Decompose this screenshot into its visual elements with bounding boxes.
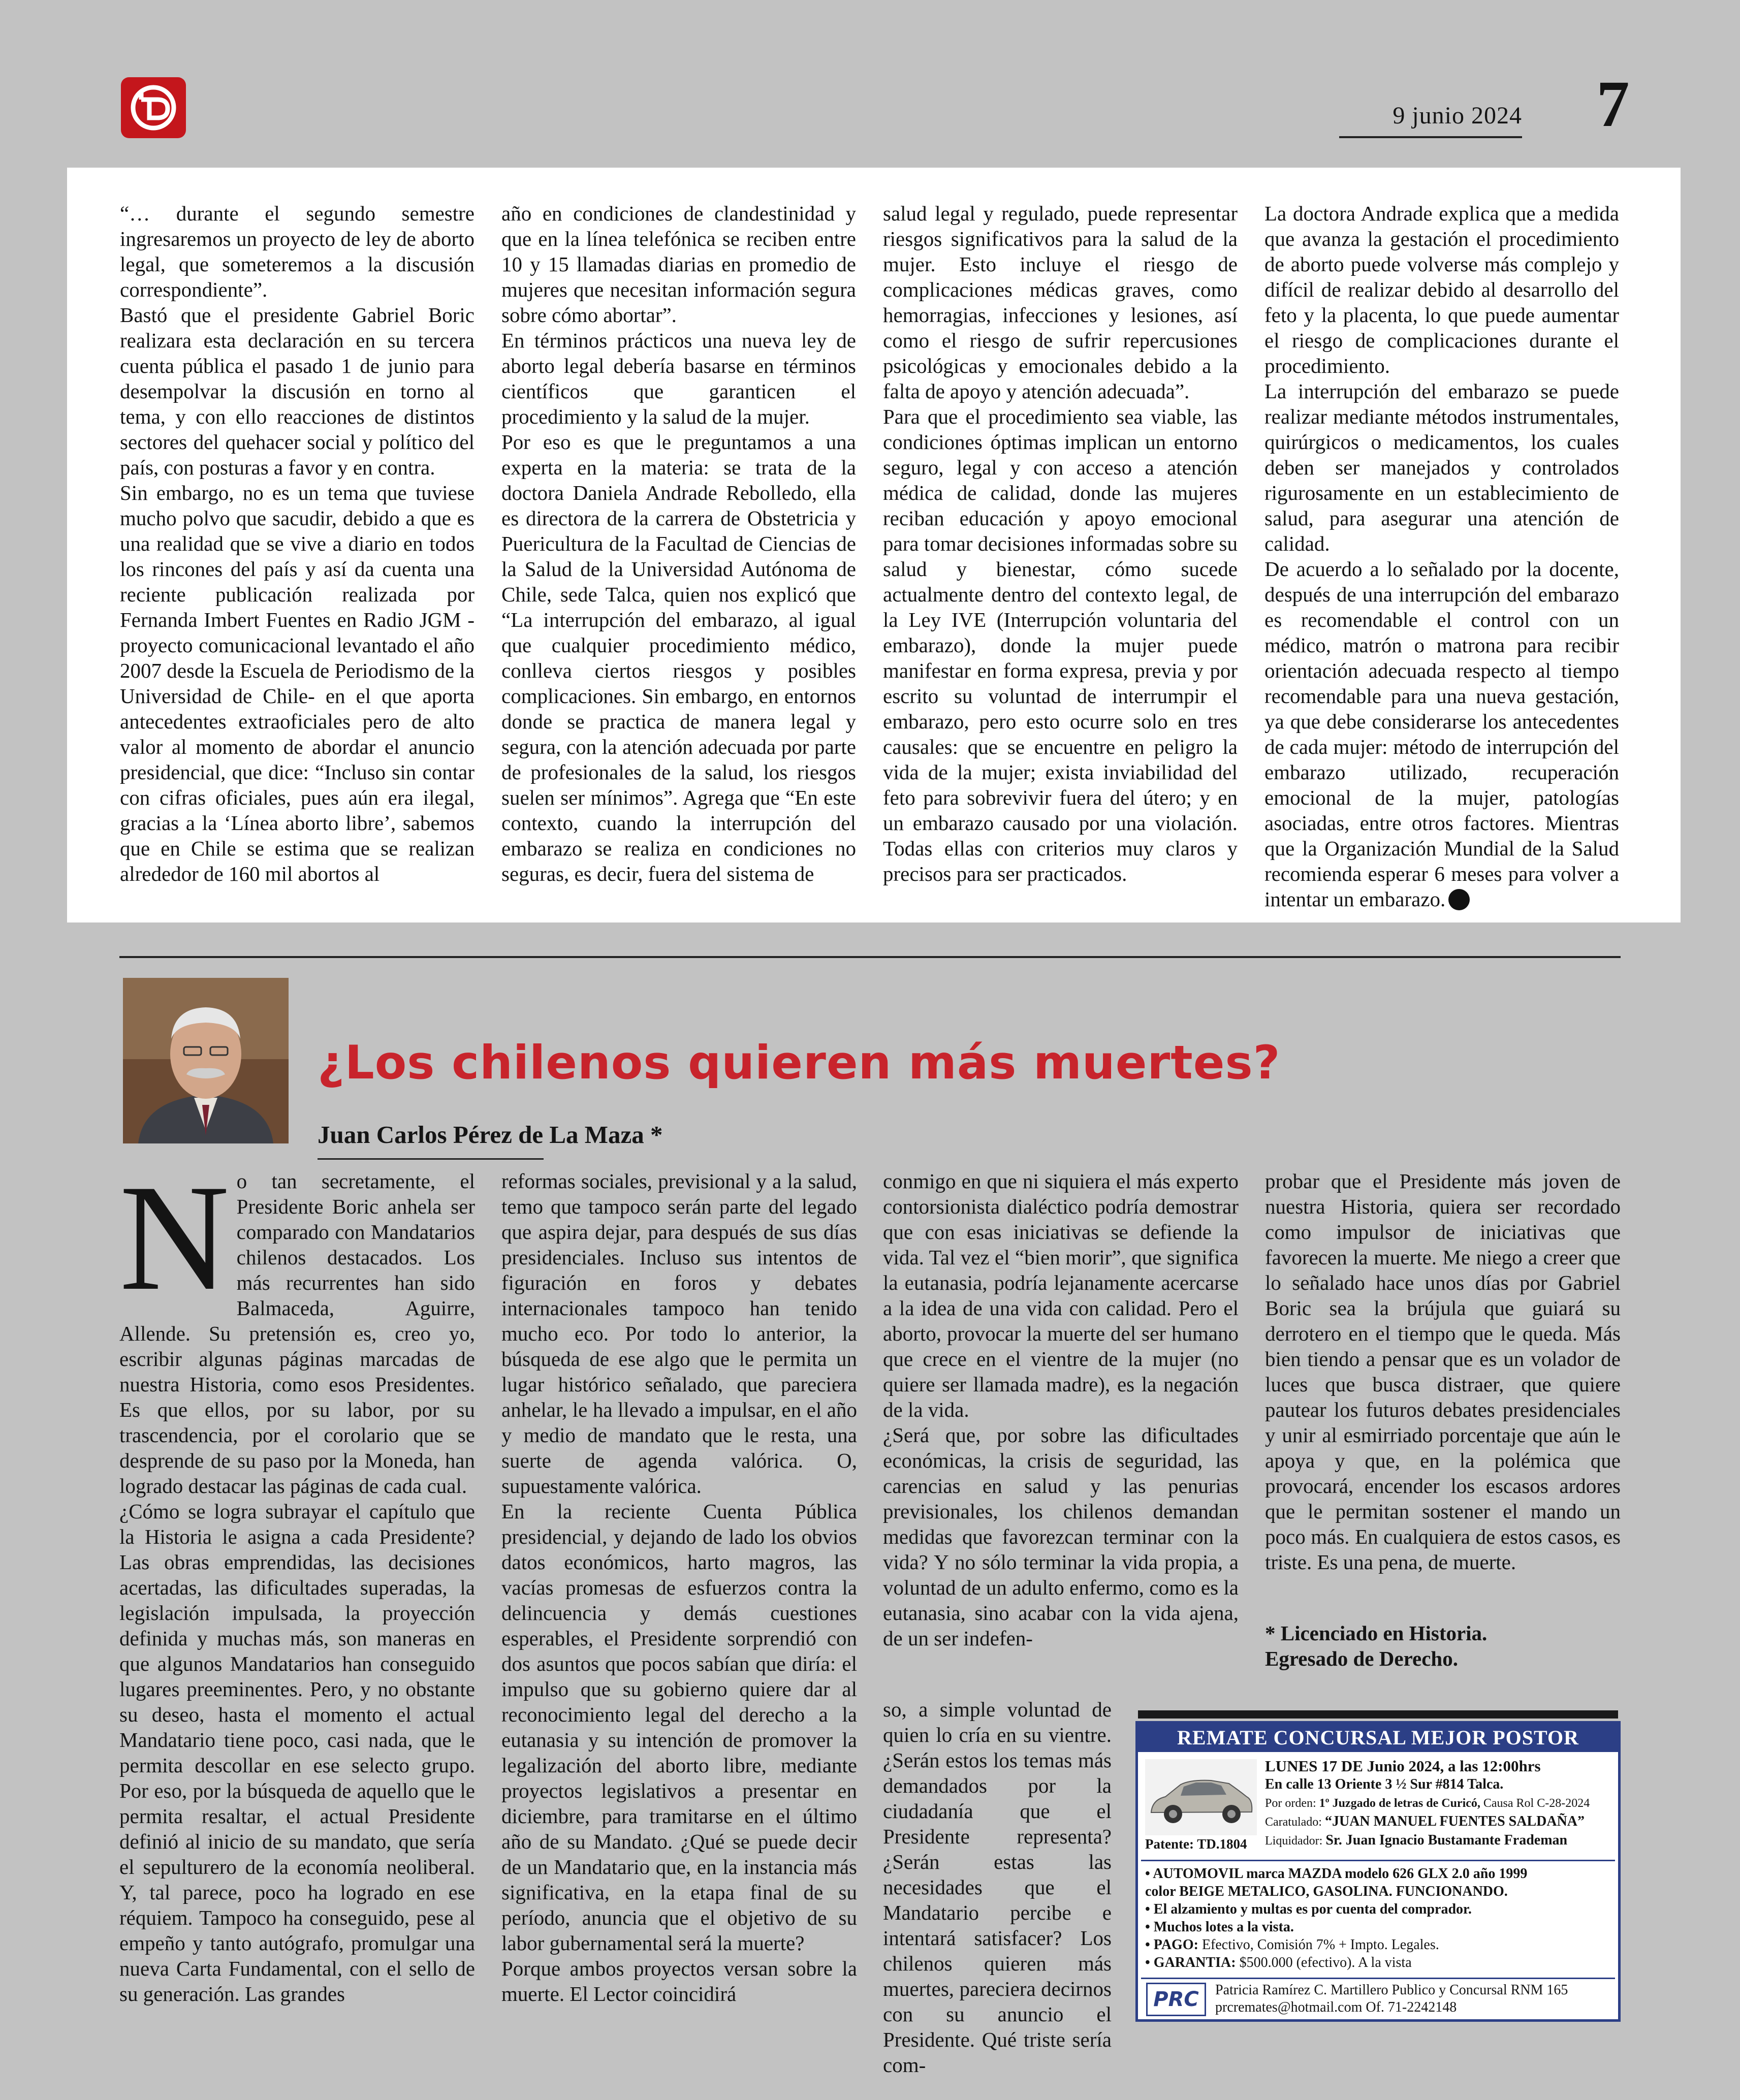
paragraph: Bastó que el presidente Gabriel Boric realizara esta declaración en su tercera cuenta pública el pasado 1 de junio para desempolvar la discusión en torno al tema, y con ello reacciones de distintos sectores del quehacer social y político del país, con posturas a favor y en contra. [120, 303, 474, 479]
newspaper-logo-icon [121, 77, 186, 138]
paragraph: Para que el procedimiento sea viable, las condiciones óptimas implican un entorno seguro, legal y con acceso a atención médica de calidad, donde las mujeres reciban educación y apoyo emocional para tomar decisiones informadas sobre su salud y bienestar, cómo sucede actualmente dentro del contexto legal, de la Ley IVE (Interrupción voluntaria del embarazo), donde la mujer puede manifestar en forma expresa, previa y por escrito su voluntad de interrumpir el embarazo, pero esto ocurre solo en tres causales: que se encuentre en peligro la vida de la mujer; exista inviabilidad del feto para sobrevivir fuera del útero; y en un embarazo causado por una violación. Todas ellas con criterios muy claros y precisos para ser practicados. [883, 405, 1238, 885]
footnote-line: * Licenciado en Historia. [1265, 1621, 1488, 1645]
ad-license-plate: Patente: TD.1804 [1145, 1836, 1247, 1852]
author-footnote [1265, 1620, 1621, 1671]
ad-bullet-value: $500.000 (efectivo). A la vista [1239, 1955, 1412, 1970]
paragraph-text: De acuerdo a lo señalado por la docente, después de una interrupción del embarazo es recomendable el control con un médico, matrón o matrona para recibir orientación adecuada respecto al tiempo recomendable para una nueva gestación, ya que debe considerarse los antecedentes de cada mujer: método de interrupción del embarazo utilizado, recuperación emocional de la mujer, patologías asociadas, entre otros factores. Mientras que la Organización Mundial de la Salud recomienda esperar 6 meses para volver a intentar un embarazo. [1264, 557, 1619, 911]
paragraph: La doctora Andrade explica que a medida que avanza la gestación el procedimiento de aborto puede volverse más complejo y difícil de realizar debido al desarrollo del feto y la placenta, lo que puede aumentar el riesgo de complicaciones durante el procedimiento. [1264, 202, 1619, 377]
ad-top-bar [1138, 1710, 1618, 1719]
ad-bullet: • Muchos lotes a la vista. [1145, 1919, 1294, 1935]
ad-liquidador-line [1265, 1831, 1616, 1850]
opinion-author-byline: Juan Carlos Pérez de La Maza * [318, 1121, 663, 1149]
top-article-column-2 [501, 201, 856, 917]
opinion-headline: ¿Los chilenos quieren más muertes? [318, 1036, 1281, 1090]
auction-classified-ad [1135, 1721, 1621, 2022]
opinion-column-4 [1265, 1168, 1621, 1626]
opinion-column-1 [119, 1153, 475, 2027]
prc-logo-icon: PRC [1146, 1983, 1206, 2016]
ad-divider [1141, 1860, 1615, 1861]
ad-contact-line: prcremates@hotmail.com Of. 71-2242148 [1215, 1999, 1457, 2015]
paragraph: Por eso es que le preguntamos a una experta en la materia: se trata de la doctora Daniela Andrade Rebolledo, ella es directora de la carrera de Obstetricia y Puericultura de la Facultad de Ciencias de la Salud de la Universidad Autónoma de Chile, sede Talca, quien nos explicó que “La interrupción del embarazo, al igual que cualquier procedimiento médico, conlleva ciertos riesgos y posibles complicaciones. Sin embargo, en entornos donde se practica de manera legal y segura, con la atención adecuada por parte de profesionales de la salud, los riesgos suelen ser mínimos”. Agrega que “En este contexto, cuando la interrupción del embarazo se realiza en condiciones no seguras, es decir, fuera del sistema de [501, 430, 856, 885]
ad-bullet-cont: color BEIGE METALICO, GASOLINA. FUNCIONANDO. [1145, 1884, 1508, 1899]
opinion-column-2 [501, 1168, 857, 2027]
paragraph: “… durante el segundo semestre ingresaremos un proyecto de ley de aborto legal, que someteremos a la discusión correspondiente”. [120, 202, 474, 301]
ad-order-value: 1º Juzgado de letras de Curicó, [1319, 1797, 1483, 1810]
ad-auction-details [1265, 1757, 1616, 1850]
ad-order-label: Por orden: [1265, 1797, 1319, 1810]
drop-cap: N [119, 1153, 230, 1322]
car-photo [1145, 1759, 1257, 1835]
top-article-column-4 [1264, 201, 1619, 917]
paragraph: La interrupción del embarazo se puede realizar mediante métodos instrumentales, quirúrgicos o medicamentos, los cuales deben ser manejados y controlados rigurosamente en un establecimiento de salud, para asegurar una atención de calidad. [1264, 379, 1619, 555]
paragraph: año en condiciones de clandestinidad y que en la línea telefónica se reciben entre 10 y 15 llamadas diarias en promedio de mujeres que necesitan información segura sobre cómo abortar”. [501, 202, 856, 327]
ad-bullet-label: • GARANTIA: [1145, 1955, 1240, 1970]
ad-bullet-label: • PAGO: [1145, 1937, 1202, 1953]
paragraph-final [1264, 556, 1619, 912]
ad-caratulado-line [1265, 1812, 1616, 1831]
ad-title: REMATE CONCURSAL MEJOR POSTOR [1138, 1724, 1618, 1752]
paragraph: ¿Será que, por sobre las dificultades económicas, la crisis de seguridad, las carencias en salud y las penurias previsionales, los chilenos demandan medidas que favorezcan terminar con la vida? Y no sólo terminar la vida propia, a voluntad de un adulto enfermo, como es la eutanasia, sino acabar con la vida ajena, de un ser indefen- [883, 1423, 1239, 1650]
ad-rol: Causa Rol C-28-2024 [1483, 1797, 1590, 1810]
author-photo [123, 978, 289, 1143]
ad-contact [1215, 1982, 1617, 2016]
ad-bullet: • El alzamiento y multas es por cuenta del comprador. [1145, 1901, 1472, 1917]
ad-date-line: LUNES 17 DE Junio 2024, a las 12:00hrs [1265, 1757, 1541, 1775]
date-underline [1339, 136, 1522, 138]
paragraph: Sin embargo, no es un tema que tuviese mucho polvo que sacudir, debido a que es una realidad que se vive a diario en todos los rincones del país y así da cuenta una reciente publicación realizada por Fernanda Imbert Fuentes en Radio JGM -proyecto comunicacional levantado el año 2007 desde la Escuela de Periodismo de la Universidad de Chile- en el que aporta antecedentes extraoficiales pero de alto valor al momento de abordar el anuncio presidencial, que dice: “Incluso sin contar con cifras oficiales, pues aún era ilegal, gracias a la ‘Línea aborto libre’, sabemos que en Chile se estima que se realizan alrededor de 160 mil abortos al [120, 481, 474, 885]
ad-address-line: En calle 13 Oriente 3 ½ Sur #814 Talca. [1265, 1776, 1504, 1792]
paragraph: probar que el Presidente más joven de nuestra Historia, quiera ser recordado como impulsor de iniciativas que favorecen la muerte. Me niego a creer que lo señalado hace unos días por Gabriel Boric sea la brújula que guiará su derrotero en el tiempo que le queda. Más bien tiendo a pensar que es un volador de luces que busca distraer, que quiere pautear los futuros debates presidenciales y unir al esmirriado porcentaje que aún le apoya y que, en la polémica que provocará, encender los escasos ardores que le permitan sostener el mando un poco más. En cualquiera de estos casos, es triste. Es una pena, de muerte. [1265, 1169, 1621, 1574]
footnote-line: Egresado de Derecho. [1265, 1647, 1458, 1670]
paragraph: Porque ambos proyectos versan sobre la muerte. El Lector coincidirá [501, 1957, 857, 2006]
paragraph: conmigo en que ni siquiera el más experto contorsionista dialéctico podría demostrar que con esas iniciativas se defiende la vida. Tal vez el “bien morir”, que significa la eutanasia, podría lejanamente acercarse a la idea de una vida con calidad. Pero el aborto, provocar la muerte del ser humano que crece en el vientre de la mujer (no quiere ser llamada madre), es la negación de la vida. [883, 1169, 1239, 1421]
ad-contact-line: Patricia Ramírez C. Martillero Publico y Concursal RNM 165 [1215, 1982, 1568, 1998]
paragraph: En términos prácticos una nueva ley de aborto legal debería basarse en términos científicos que garanticen el procedimiento y la salud de la mujer. [501, 329, 856, 428]
paragraph: reformas sociales, previsional y a la salud, temo que tampoco serán parte del legado que aspira dejar, para después de sus días presidenciales. Incluso sus intentos de figuración en foros y debates internacionales tampoco han tenido mucho eco. Por todo lo anterior, la búsqueda de ese algo que le permita un lugar histórico señalado, que pareciera anhelar, le ha llevado a impulsar, en el año y medio de mandato que le resta, una suerte de agenda valórica. O, supuestamente valórica. [501, 1169, 857, 1498]
ad-bullet [1145, 1954, 1612, 1971]
paragraph-text: o tan secretamente, el Presidente Boric anhela ser comparado con Mandatarios chilenos destacados. Los más recurrentes han sido Balmaceda, Aguirre, Allende. Su pretensión es, creo yo, escribir algunas páginas marcadas de nuestra Historia, como esos Presidentes. Es que ellos, por su labor, por su trascendencia, por el corolario que se desprende de su paso por la Moneda, han logrado destacar las páginas de cada cual. [119, 1169, 475, 1498]
ad-caratulado-value: “JUAN MANUEL FUENTES SALDAÑA” [1324, 1813, 1585, 1829]
ad-order-line [1265, 1794, 1616, 1812]
ad-divider [1141, 1978, 1615, 1979]
ad-bullet-value: Efectivo, Comisión 7% + Impto. Legales. [1201, 1937, 1439, 1953]
byline-underline [318, 1158, 544, 1160]
ad-bullet-list [1145, 1865, 1612, 1971]
end-of-article-icon [1448, 889, 1470, 910]
top-article-column-3 [883, 201, 1238, 917]
paragraph: so, a simple voluntad de quien lo cría en su vientre. ¿Serán estos los temas más demandados por la ciudadanía que el Presidente representa? ¿Serán estas las necesidades que el Mandatario percibe e intentará satisfacer? Los chilenos quieren más muertes, pareciera decirnos con su anuncio el Presidente. Qué triste sería com- [883, 1698, 1112, 2077]
top-article-panel [67, 168, 1681, 922]
paragraph: ¿Cómo se logra subrayar el capítulo que la Historia le asigna a cada Presidente? Las obras emprendidas, las decisiones acertadas, las dificultades superadas, la legislación impulsada, la proyección definida y muchas más, son maneras en que algunos Mandatarios han conseguido lugares preeminentes. Pero, y no obstante su deseo, hasta el momento el actual Mandatario tiene poco, casi nada, que le permita descollar en ese selecto grupo. Por eso, por la búsqueda de aquello que le permita resaltar, el actual Presidente definió al inicio de su mandato, que sería el sepulturero de la economía neoliberal. Y, tal parece, poco ha logrado en ese réquiem. Tampoco ha conseguido, pese al empeño y tanto autógrafo, promulgar una nueva Carta Fundamental, con el sello de su generación. Las grandes [119, 1500, 475, 2006]
paragraph: salud legal y regulado, puede representar riesgos significativos para la salud de la mujer. Esto incluye el riesgo de complicaciones médicas graves, como hemorragias, infecciones y lesiones, así como el riesgo de sufrir repercusiones psicológicas y emocionales debido a la falta de apoyo y atención adecuada”. [883, 202, 1238, 403]
paragraph: En la reciente Cuenta Pública presidencial, y dejando de lado los obvios datos económicos, harto magros, las vacías promesas de esfuerzos contra la delincuencia y demás cuestiones esperables, el Presidente sorprendió con dos asuntos que pocos sabían que diría: el impulso que su gobierno quiere dar al reconocimiento legal del derecho a la eutanasia y su intención de promover la legalización del aborto libre, mediante proyectos legislativos a presentar en diciembre, para tramitarse en el último año de su Mandato. ¿Qué se puede decir de un Mandatario que, en la instancia más significativa, en la etapa final de su período, anuncia que el objetivo de su labor gubernamental será la muerte? [501, 1500, 857, 1955]
issue-date: 9 junio 2024 [1393, 102, 1522, 129]
ad-bullet: • AUTOMOVIL marca MAZDA modelo 626 GLX 2.0 año 1999 [1145, 1866, 1528, 1882]
ad-caratulado-label: Caratulado: [1265, 1816, 1325, 1829]
section-divider [119, 956, 1621, 958]
ad-bullet [1145, 1936, 1612, 1954]
top-article-column-1 [120, 201, 474, 917]
ad-liquidador-value: Sr. Juan Ignacio Bustamante Frademan [1325, 1832, 1568, 1848]
opinion-column-3-narrow [883, 1697, 1112, 2077]
paragraph [119, 1153, 475, 1499]
ad-liquidador-label: Liquidador: [1265, 1834, 1326, 1848]
page-number: 7 [1596, 68, 1630, 141]
